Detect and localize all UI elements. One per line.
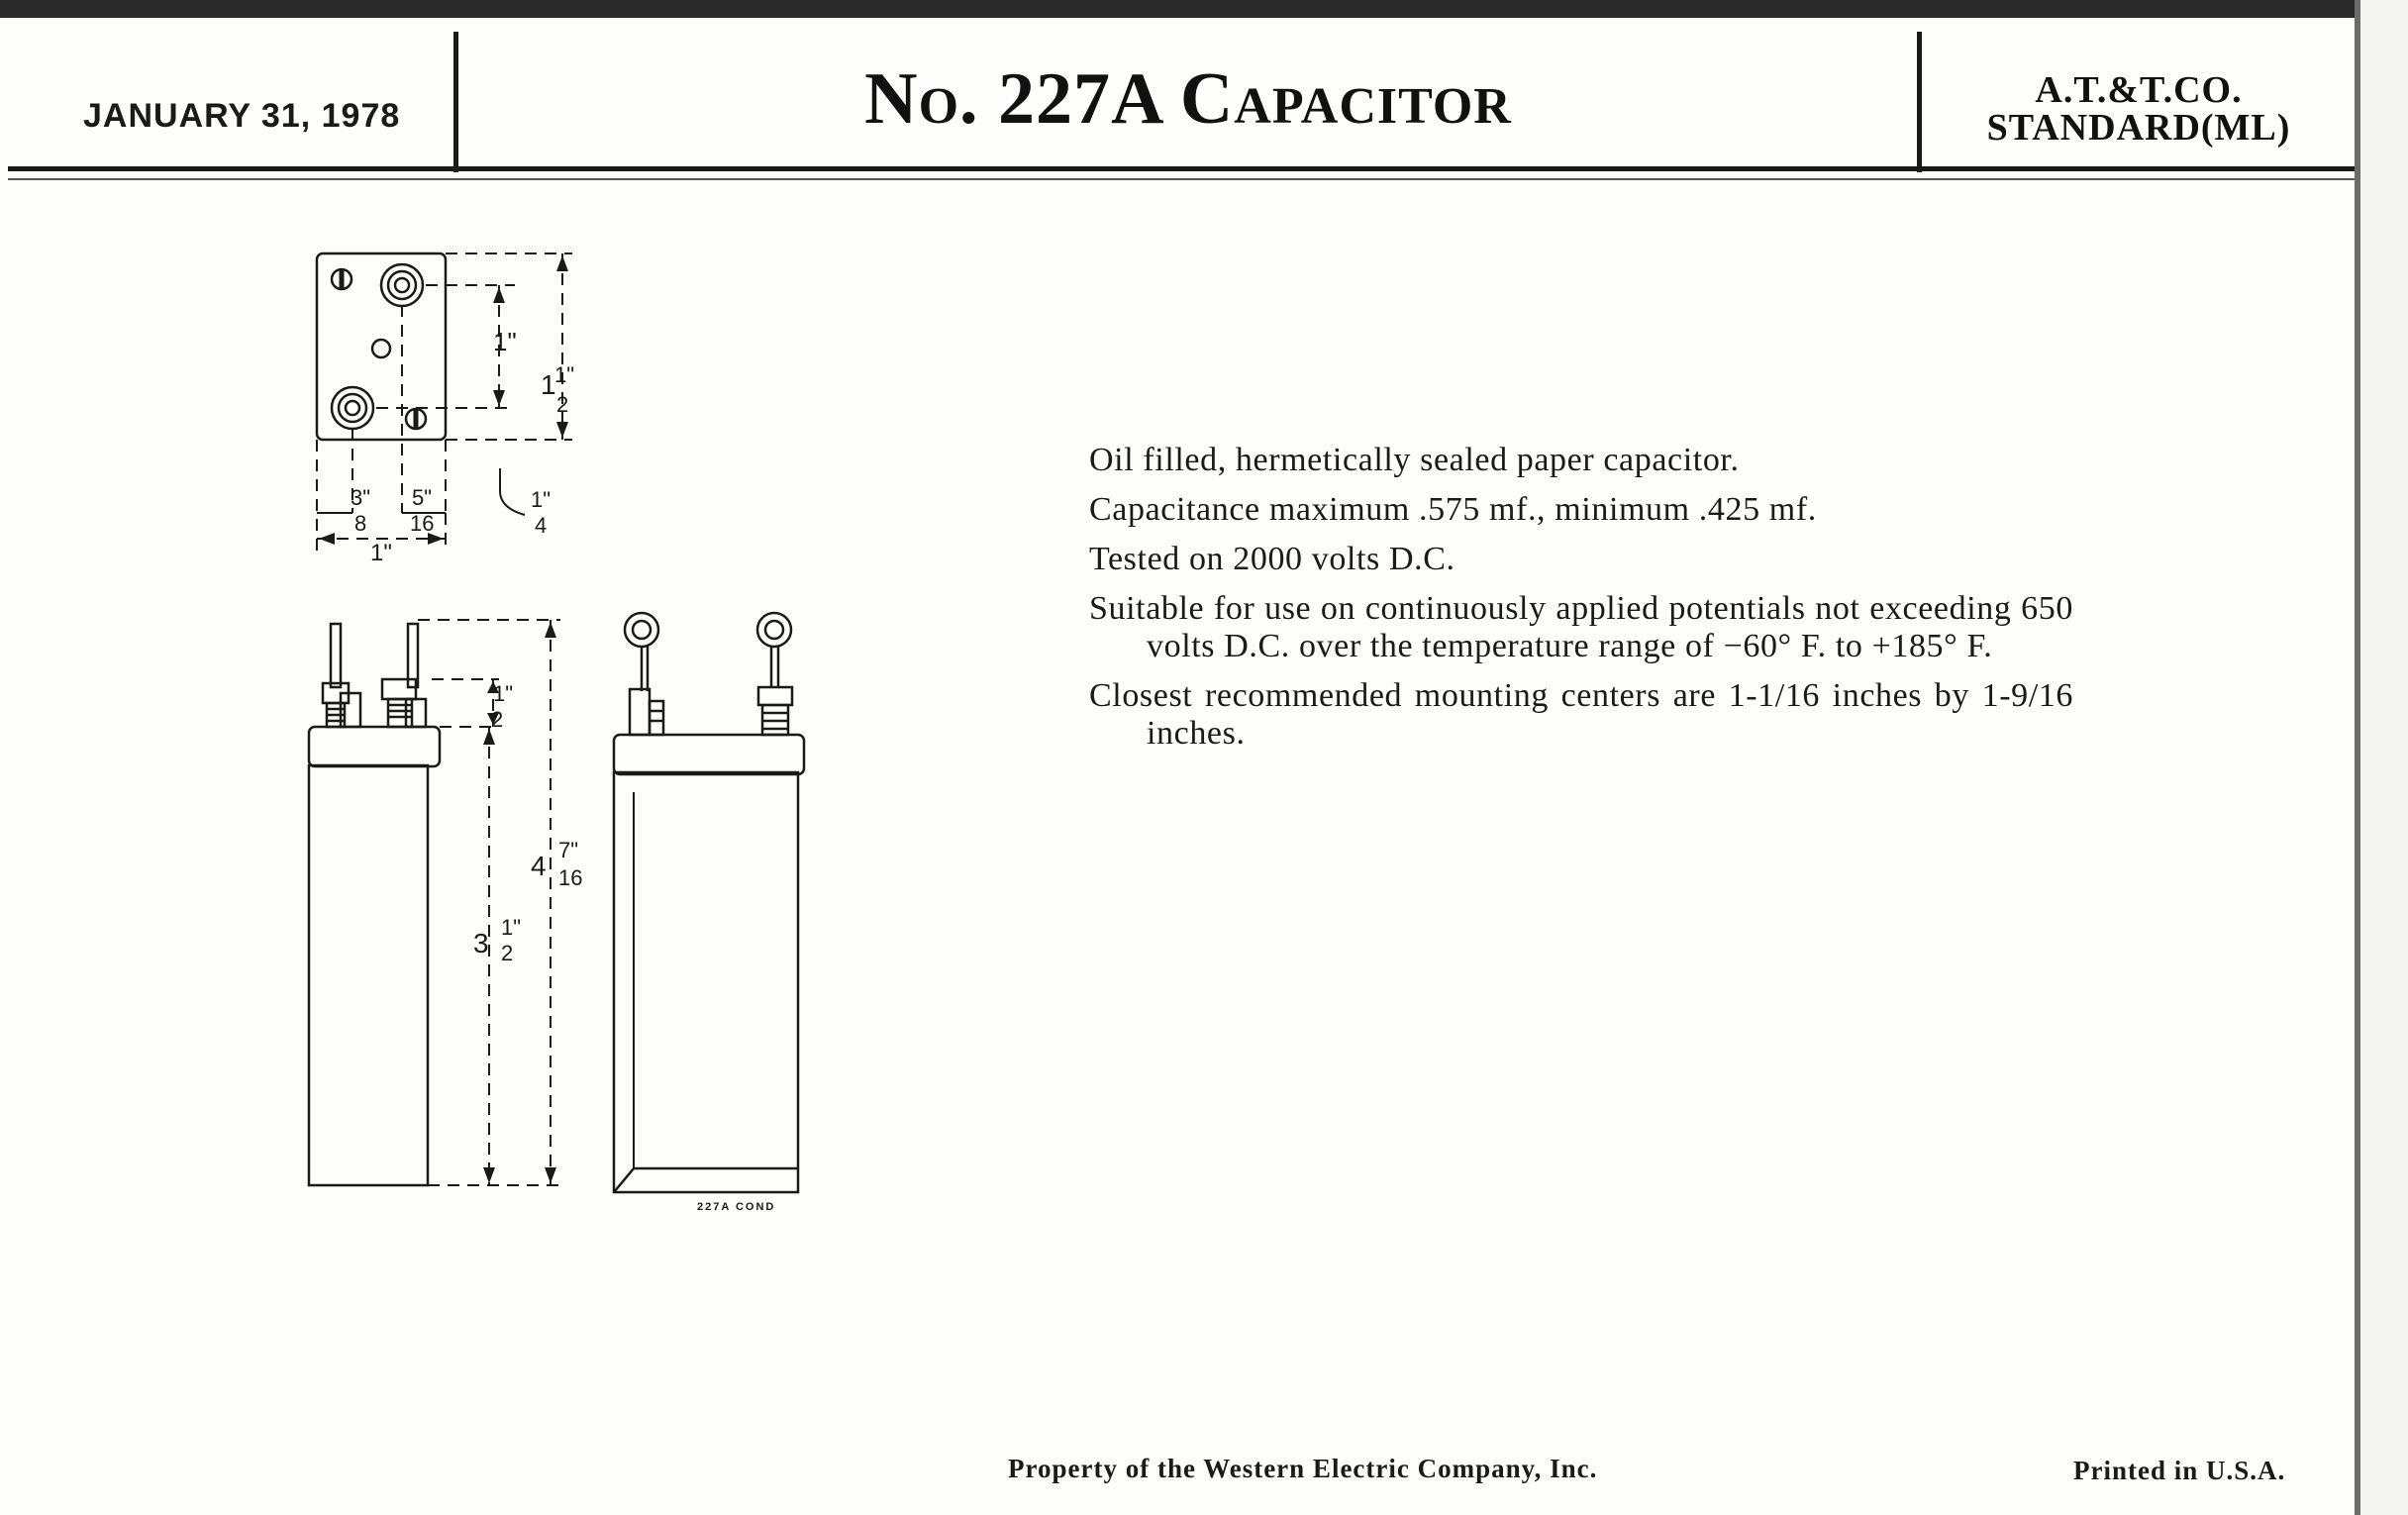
capacitor-body-front	[309, 765, 428, 1185]
dim-quarter-den: 4	[535, 513, 548, 538]
dim-quarter-num: 1"	[531, 487, 552, 512]
dim-5-16-num: 5"	[412, 485, 433, 510]
desc-rating: Suitable for use on continuously applied potentials not exceeding 650 volts D.C. over the temperature range of −60° F. to +185° F.	[1089, 590, 2073, 664]
footer-printed: Printed in U.S.A.	[2073, 1456, 2286, 1485]
vent-hole-icon	[372, 340, 390, 357]
dim-height-num: 1"	[554, 362, 575, 387]
page-title: No. 227A Capacitor	[864, 58, 1512, 140]
desc-capacitance: Capacitance maximum .575 mf., minimum .425 mf.	[1089, 491, 1817, 528]
dim-terminal-spacing: 1"	[493, 327, 517, 356]
standard-label	[1931, 71, 2347, 147]
dim-body-den: 2	[501, 941, 514, 965]
capacitor-drawing	[0, 18, 891, 1515]
dim-3-8-den: 8	[354, 511, 367, 536]
dim-width: 1"	[370, 540, 392, 566]
page-edge	[2355, 0, 2408, 1515]
dim-body-whole: 3	[473, 928, 489, 959]
capacitor-cap-side	[614, 735, 804, 774]
terminal-stud-icon	[323, 624, 360, 727]
capacitor-body-side	[614, 772, 798, 1192]
description	[1089, 442, 2073, 764]
terminal-top-icon	[381, 264, 423, 306]
dim-terminal-den: 2	[491, 707, 504, 732]
dim-overall-den: 16	[558, 865, 583, 890]
dim-overall-whole: 4	[531, 851, 547, 881]
spec-sheet	[0, 18, 2355, 1515]
desc-mounting: Closest recommended mounting centers are 1-1/16 inches by 1-9/16 inches.	[1089, 677, 2073, 752]
solder-lug-icon-2	[757, 613, 792, 735]
terminal-bottom-icon	[332, 387, 373, 429]
issue-date: JANUARY 31, 1978	[83, 97, 401, 135]
dim-overall-num: 7"	[558, 838, 579, 862]
desc-test-voltage: Tested on 2000 volts D.C.	[1089, 541, 1455, 577]
terminal-stud-icon-2	[382, 624, 426, 727]
dim-body-num: 1"	[501, 915, 522, 940]
dim-terminal-num: 1"	[493, 681, 514, 706]
mounting-screw-icon-2	[406, 409, 426, 429]
standard-company: A.T.&T.CO.	[2035, 69, 2243, 111]
solder-lug-icon	[625, 613, 663, 735]
standard-type: STANDARD(ML)	[1986, 107, 2291, 149]
dim-height-den: 2	[556, 392, 569, 417]
capacitor-cap-front	[309, 727, 440, 766]
footer-property: Property of the Western Electric Company, Inc.	[1008, 1454, 1598, 1483]
dim-3-8-num: 3"	[351, 485, 371, 510]
desc-construction: Oil filled, hermetically sealed paper capacitor.	[1089, 442, 1740, 478]
drawing-caption: 227A COND	[697, 1201, 776, 1213]
dim-height-whole: 1	[541, 369, 556, 400]
mounting-screw-icon	[332, 269, 351, 289]
dim-5-16-den: 16	[410, 511, 435, 536]
